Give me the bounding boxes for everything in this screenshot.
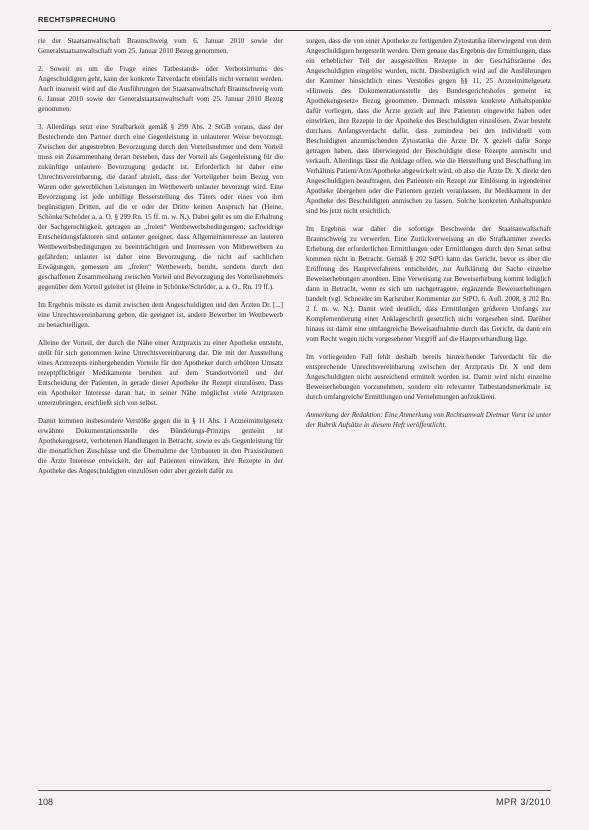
paragraph: Im Ergebnis war daher die sofortige Beschwerde der Staatsanwaltschaft Braunschweig zu verwerfen. Eine Zurückverweisung an die Strafkammer zwecks Erhebung der erforderlichen Ermittlungen oder Ermittlungen durch den Senat selbst kommen nicht in Betracht. Gemäß § 202 StPO kann das Gericht, bevor es über die Eröffnung des Hauptverfahrens entscheidet, zur Aufklärung der Sache einzelne Beweiserhebungen anordnen. Eine Verweisung zur Beweiserhebung kommt lediglich dann in Betracht, wenn es sich um nachgetragene, ergänzende Beweiserhebungen handelt (vgl. Schneider im Karlsruher Kommentar zur StPO, 6. Aufl. 2008, § 202 Rn. 2 f. m. w. N.). Damit wird deutlich, dass Ermittlungen größeren Umfangs zur Komplementierung einer Anklageschrift gesetzlich nicht vorgesehen sind. Darüber hinaus ist damit eine umfangreiche Beweisaufnahme durch das Gericht, da dann ein vom Recht wegen nicht vorgesehener Vorgriff auf die Hauptverhandlung läge. (306, 225, 551, 343)
paragraph: sorgen, dass die von einer Apotheke zu fertigenden Zytostatika überwiegend von dem Angeschuldigten hergestellt werden. Dem genaue das Ergebnis der Ermittlungen, dass ein erheblicher Teil der ausgestellten Rezepte in der Geschäftsräume des Angeschuldigten eingelöst wurden, nicht. Diesbezüglich wird auf die Ausführungen der Kammer hinsichtlich eines Verstoßes gegen §§ 11, 25 Arzneimittelgesetz »Hinweis des Dokumentationsstelle des Bundesgerichtshofes gemeint ist Apothekengesetz« Bezug genommen. Demnach müssten konkrete Anhaltspunkte dafür vorliegen, dass die Ärzte gezielt auf ihre Patienten eingewirkt haben oder einwirken, ihre Rezepte in der Apotheke des Beschuldigten einzulösen. Zwar besteht durchaus Anfangsverdacht dafür, dass zumindest bei den individuell vom Beschuldigten anzumischenden Zytostatika die Ärzte Dr. X gezielt dafür Sorge getragen haben, dass überwiegend der Beschuldigte diese Rezepte anmischt und verkauft. Allerdings lässt die Anklage offen, wie die Herstellung und Beschaffung im Verhältnis Patient/Arzt/Apotheke abgewickelt wird, ob also die Ärzte Dr. X direkt den Angeschuldigten beauftragen, den Patienten ein Rezept zur Einlösung in irgendeiner Apotheke übergeben oder die Patienten gezielt veranlassen, ihr Medikament in der Apotheke des Beschuldigten anmischen zu lassen. Solche konkreten Anhaltspunkte sind bis jetzt nicht ersichtlich. (306, 37, 551, 215)
journal-issue: MPR 3/2010 (495, 797, 551, 807)
section-label: RECHTSPRECHUNG (38, 15, 116, 24)
paragraph: Im vorliegenden Fall fehlt deshalb bereits hinreichender Tatverdacht für die entsprechende Unrechtsvereinbarung zwischen der Arztpraxis Dr. X und dem Angeschuldigten nicht ausreichend ermittelt worden ist. Damit wird nicht einzelne Beweiserhebungen vorzunehmen, sondern ein relevanter Tatbestandsmerkmale ist durch umfangreiche Ermittlungen und Vernehmungen aufzuklären. (306, 353, 551, 401)
right-column (306, 36, 551, 438)
page-header (38, 12, 551, 31)
editorial-note: Anmerkung der Redaktion: Eine Anmerkung von Rechtsanwalt Dietmar Vorst ist unter der Rubrik Aufsätze in diesem Heft veröffentlicht. (306, 411, 551, 429)
paragraph: 2. Soweit es um die Frage eines Tatbestands- oder Verbotsirrtums des Angeschuldigten geht, kann der konkrete Tatverdacht ebenfalls nicht verneint werden. Auch insoweit wird auf die Ausführungen der Staatsanwaltschaft Braunschweig vom 6. Januar 2010 sowie der Generalstaatsanwaltschaft vom 25. Januar 2010 Bezug genommen. (38, 65, 283, 113)
paragraph: 3. Allerdings setzt eine Strafbarkeit gemäß § 299 Abs. 2 StGB voraus, dass der Bestechende den Partner durch eine Gegenleistung in unlauterer Weise bevorzugt. Zwischen der angestrebten Bevorzugung durch den Vorteilsnehmer und dem Vorteil muss ein Zusammenhang derart bestehen, dass der Vorteil als Gegenleistung für die zukünftige unlautere Bevorzugung gedacht ist. Erforderlich ist daher eine Unrechtsvereinbarung, die darauf abzielt, dass der Vorteilgeber beim Bezug von Waren oder gewerblichen Leistungen im Wettbewerb unlauter bevorzugt wird. Eine Bevorzugung ist jede unbillige Besserstellung des Täters oder eines von ihm begünstigten Dritten, auf die er oder der Dritte keinen Anspruch hat (Heine, Schönke/Schröder a. a. O. § 299 Rn. 15 ff. m. w. N.). Dabei geht es um die Erhaltung der Sachgerechtigkeit, getragen an „freien“ Wettbewerbsbedingungen; sachwidrige Entscheidungsfaktoren sind unlauter geeignet, dass Allgemeininteresse an lauteren Wettbewerbsbedingungen zu beeinträchtigen und Interessen von Mitbewerbern zu gefährden; unlauter ist daher eine Bevorzugung, die nicht auf sachlichen Erwägungen, gemessen am „freien“ Wettbewerb, beruht, sondern durch den geschaffenen Zusammenhang zwischen Vorteil und Bevorzugung des Vorteilsnehmers gegenüber dem Vorteil geleitet ist (Heine in Schönke/Schröder, a. a. O., Rn. 19 ff.). (38, 123, 283, 291)
page-footer (38, 790, 551, 817)
page-number: 108 (38, 797, 54, 807)
paragraph: Damit kommen insbesondere Verstöße gegen die in § 11 Abs. 1 Arzneimittelgesetz erwähnte Dokumentationsstelle des Bündelungs-Prinzips gemeint ist Apothekengesetz, verbotenen Handlungen in Betracht, sowie es als Gegenleistung für die monatlichen Zuschüsse und die Übernahme der Umbauten in den Praxisräumen die Ärzte Interesse entwickelt, der auf Patienten einwirken, ihre Rezepte in der Apotheke des Angeschuldigten einzulösen oder aber gezielt dafür zu (38, 417, 283, 475)
paragraph: Alleine der Vorteil, der durch die Nähe einer Arztpraxis zu einer Apotheke entsteht, stellt für sich genommen keine Unrechtsvereinbarung dar. Die mit der Ausstellung eines Arztrezepts einhergehenden Vorteile für den Apotheker durch erhöhten Umsatz rezeptpflichtiger Medikamente beruhen auf dem Standortvorteil und der Entscheidung der Patienten, in gerade dieser Apotheke ihr Rezept einzulösen. Dass ein Apotheker Interesse daran hat, in seiner Nähe möglichst viele Arztpraxen unterzubringen, erschließt sich von selbst. (38, 339, 283, 407)
left-column (38, 36, 283, 484)
paragraph: rie der Staatsanwaltschaft Braunschweig vom 6. Januar 2010 sowie der Generalstaatsanwaltschaft vom 25. Januar 2010 Bezug genommen. (38, 37, 283, 55)
paragraph: Im Ergebnis müsste es damit zwischen dem Angeschuldigten und den Ärzten Dr. [...] eine Unrechtsvereinbarung geben, die geeignet ist, andere Bewerber im Wettbewerb zu benachteiligen. (38, 301, 283, 329)
